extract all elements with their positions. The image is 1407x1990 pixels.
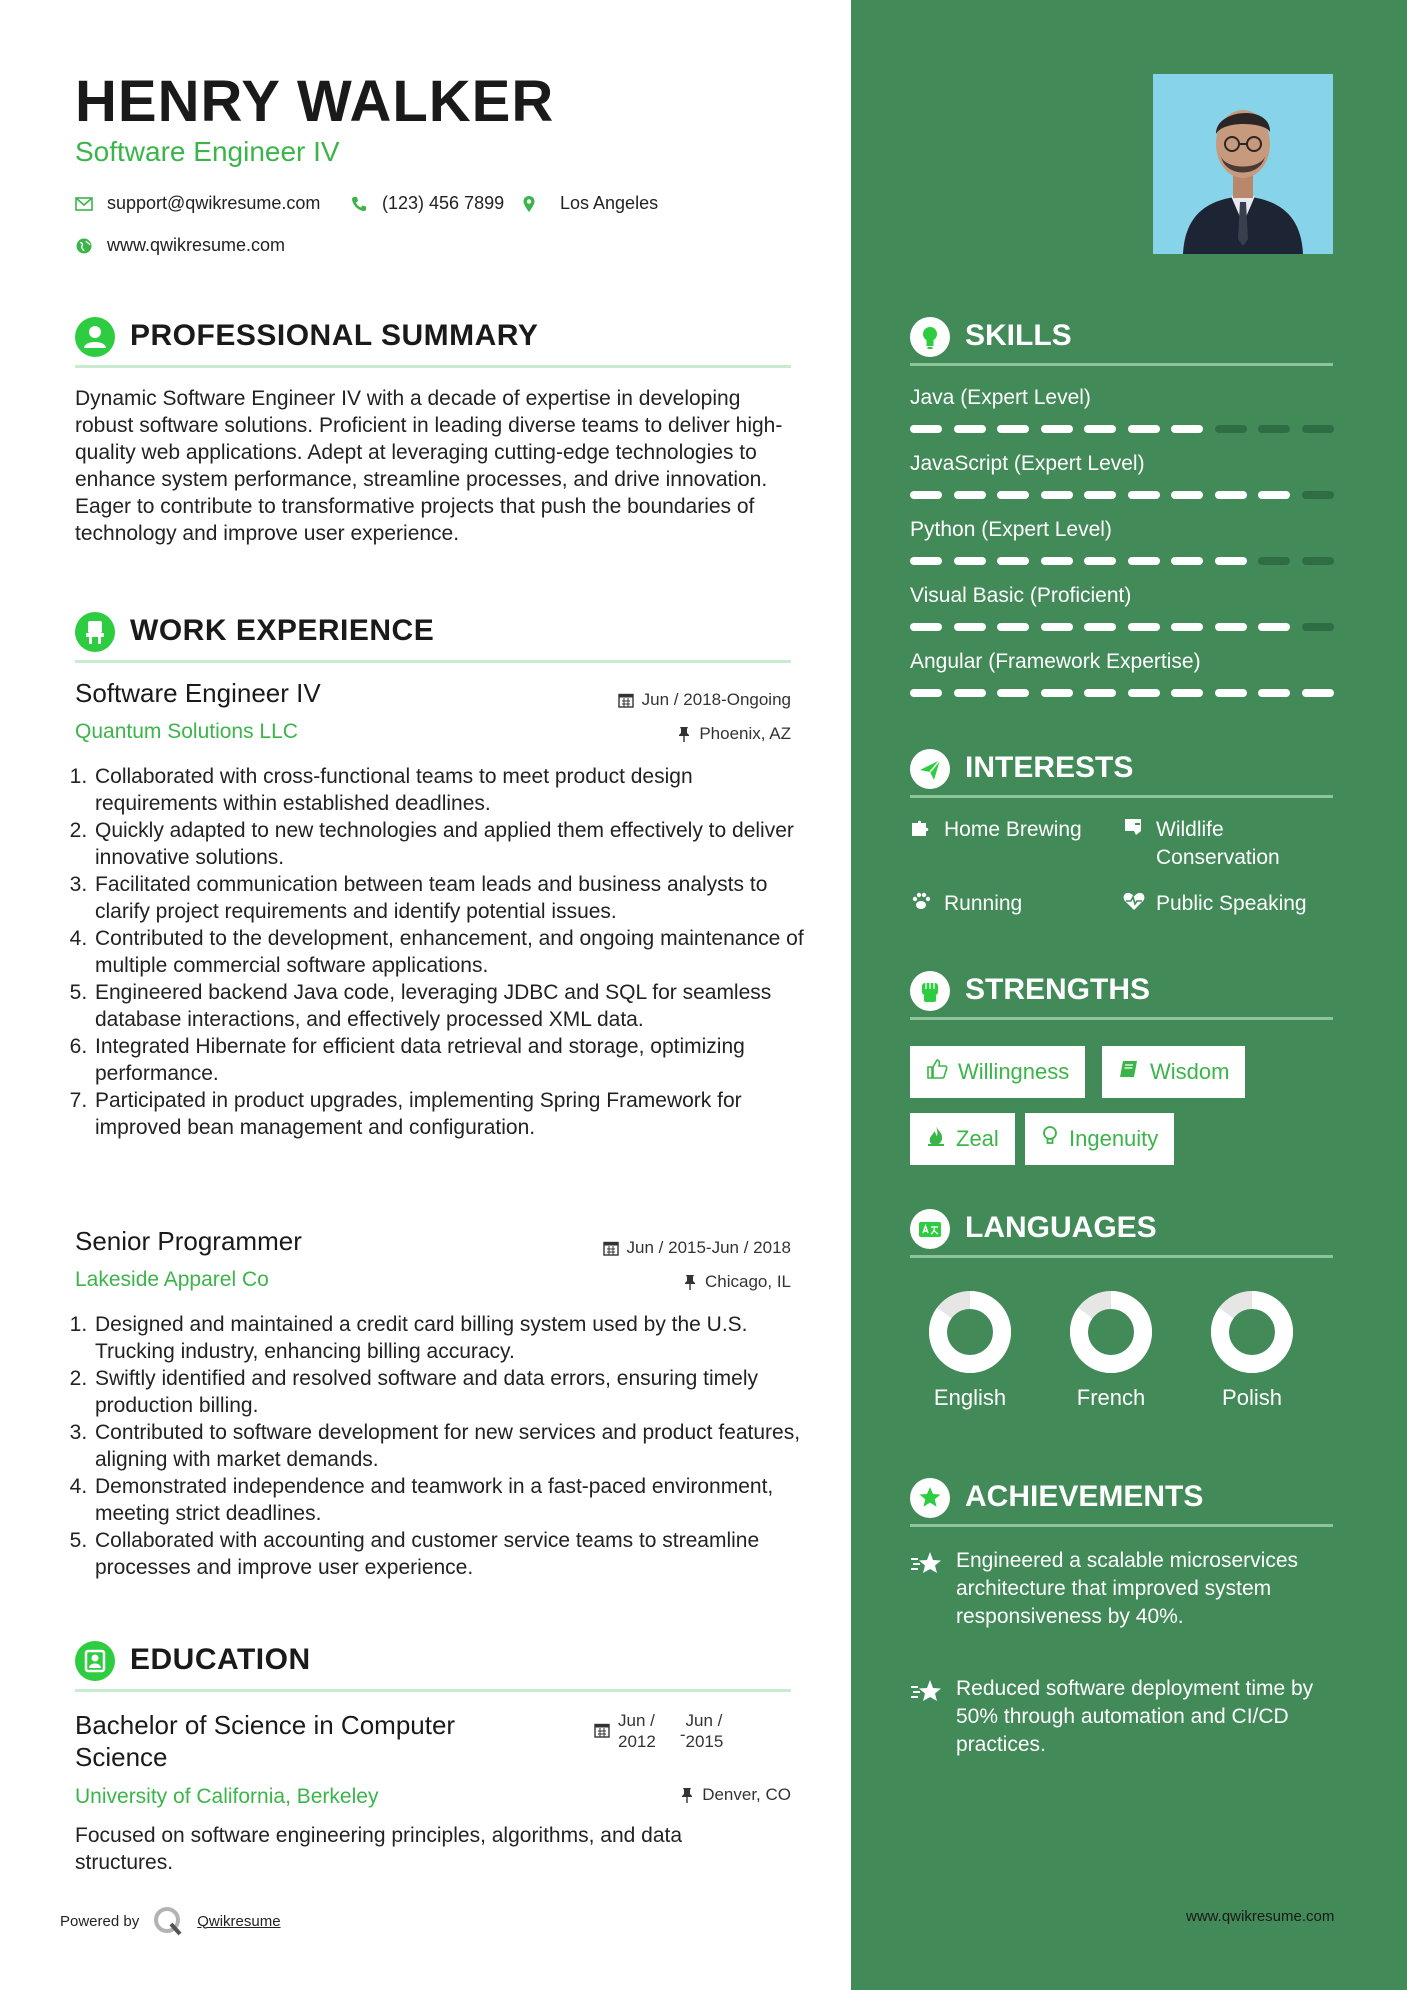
languages-list [910, 1290, 1350, 1440]
skill-dash-filled [1041, 557, 1073, 565]
skill-level-bar [910, 623, 1334, 631]
list-item: 5. Engineered backend Java code, leveraging JDBC and SQL for seamless database interactions, and effectively processed XML data. [93, 979, 813, 1033]
summary-text: Dynamic Software Engineer IV with a decade of expertise in developing robust software solutions. Proficient in leading diverse teams to deliver high-quality web applications. Adept at leveraging cutting-edge technologies to enhance system performance, streamline processes, and drive innovation. Eager to contribute to transformative projects that push the boundaries of technology and improve user experience. [75, 387, 783, 545]
company-name: Lakeside Apparel Co [75, 1268, 269, 1291]
website-contact[interactable] [75, 235, 285, 256]
list-item: 4. Contributed to the development, enhancement, and ongoing maintenance of multiple commercial software applications. [93, 925, 813, 979]
skill-level-bar [910, 689, 1334, 697]
envelope-icon [75, 195, 93, 213]
skill-dash-filled [1128, 425, 1160, 433]
degree-line: Bachelor of Science in Computer [75, 1710, 456, 1740]
skill-dash-filled [1171, 689, 1203, 697]
translate-icon [910, 1209, 950, 1249]
fire-icon [926, 1125, 946, 1153]
paper-plane-icon [910, 749, 950, 789]
school-name: University of California, Berkeley [75, 1785, 379, 1808]
user-icon [75, 317, 115, 357]
interest-item [910, 816, 1082, 846]
phone-icon [350, 195, 368, 213]
list-item: 2. Swiftly identified and resolved software and data errors, ensuring timely production billing. [93, 1365, 813, 1419]
chair-icon [75, 612, 115, 652]
strengths-heading: STRENGTHS [965, 973, 1151, 1006]
skill-dash-filled [1258, 689, 1290, 697]
powered-by-label: Powered by [60, 1912, 140, 1930]
skill-label: Angular (Framework Expertise) [910, 650, 1201, 673]
interest-item [1122, 816, 1280, 872]
education-section-header [75, 1637, 791, 1692]
skill-dash-filled [1084, 623, 1116, 631]
strength-label: Zeal [956, 1126, 999, 1151]
interest-label: Running [944, 892, 1023, 915]
language-item [910, 1290, 1030, 1411]
job-dates-text: Jun / 2015-Jun / 2018 [626, 1238, 791, 1257]
interest-label-line: Wildlife [1156, 818, 1224, 841]
skill-dash-empty [1302, 623, 1334, 631]
language-item [1051, 1290, 1171, 1411]
skill-dash-filled [1041, 623, 1073, 631]
fist-icon [910, 971, 950, 1011]
list-item: 7. Participated in product upgrades, implementing Spring Framework for improved bean management and configuration. [93, 1087, 813, 1141]
location-text: Los Angeles [560, 193, 659, 213]
graduate-icon [75, 1641, 115, 1681]
skill-dash-filled [954, 623, 986, 631]
calendar-icon [618, 692, 634, 708]
job-location-text: Phoenix, AZ [699, 724, 791, 743]
skills-section-header [910, 313, 1333, 366]
job-location [683, 1272, 791, 1292]
skill-dash-filled [910, 557, 942, 565]
list-item: 1. Designed and maintained a credit card billing system used by the U.S. Trucking industry, enhancing billing accuracy. [93, 1311, 813, 1365]
job-location [677, 724, 791, 744]
pushpin-icon [683, 1274, 697, 1290]
brand-link[interactable]: Qwikresume [197, 1912, 281, 1930]
book-icon [1118, 1058, 1140, 1086]
skill-dash-filled [1128, 689, 1160, 697]
phone-text: (123) 456 7899 [382, 193, 505, 213]
skill-dash-filled [1215, 689, 1247, 697]
language-label: Polish [1222, 1385, 1282, 1410]
star-icon [910, 1679, 946, 1759]
company-name: Quantum Solutions LLC [75, 720, 298, 743]
lightbulb-outline-icon [1041, 1125, 1059, 1153]
skill-label: Python (Expert Level) [910, 518, 1112, 541]
list-item: 3. Facilitated communication between team leads and business analysts to clarify project requirements and identify potential issues. [93, 871, 813, 925]
language-label: French [1076, 1385, 1146, 1410]
skill-dash-filled [1171, 557, 1203, 565]
skill-dash-filled [954, 425, 986, 433]
skill-dash-filled [910, 689, 942, 697]
skill-dash-empty [1258, 425, 1290, 433]
star-icon [910, 1551, 946, 1631]
skill-dash-filled [954, 557, 986, 565]
degree-title [75, 1709, 535, 1773]
interest-label [1156, 816, 1280, 872]
skill-dash-filled [1084, 557, 1116, 565]
skill-dash-empty [1258, 557, 1290, 565]
paw-icon [910, 890, 934, 920]
skill-dash-filled [1258, 623, 1290, 631]
skill-dash-filled [1171, 491, 1203, 499]
strengths-section-header [910, 967, 1333, 1020]
star-badge-icon [910, 1478, 950, 1518]
heartbeat-icon [1122, 890, 1146, 920]
job-title: Senior Programmer [75, 1226, 302, 1256]
achievement-text: Engineered a scalable microservices architecture that improved system responsiveness by 40%. [956, 1549, 1298, 1628]
skill-level-bar [910, 557, 1334, 565]
skill-dash-filled [1041, 689, 1073, 697]
skill-dash-filled [1302, 689, 1334, 697]
email-text: support@qwikresume.com [107, 193, 321, 213]
end-date-year: 2015 [685, 1732, 724, 1751]
skill-dash-empty [1215, 425, 1247, 433]
footer-site[interactable]: www.qwikresume.com [1186, 1908, 1335, 1925]
lightbulb-icon [910, 317, 950, 357]
skill-dash-filled [954, 689, 986, 697]
skill-dash-filled [997, 689, 1029, 697]
experience-heading: WORK EXPERIENCE [130, 614, 435, 647]
skills-heading: SKILLS [965, 319, 1072, 352]
list-item: 5. Collaborated with accounting and customer service teams to streamline processes and improve user experience. [93, 1527, 813, 1581]
skill-dash-filled [1084, 491, 1116, 499]
map-marker-icon [520, 195, 538, 213]
interest-item [910, 890, 1022, 920]
skill-dash-filled [997, 557, 1029, 565]
education-location-text: Denver, CO [702, 1785, 791, 1804]
pushpin-icon [677, 726, 691, 742]
job-bullets [75, 1311, 813, 1581]
language-item [1192, 1290, 1312, 1411]
skill-dash-filled [910, 491, 942, 499]
skill-dash-filled [1041, 425, 1073, 433]
skill-dash-filled [997, 623, 1029, 631]
strength-badge [1102, 1046, 1245, 1098]
skill-dash-filled [1128, 557, 1160, 565]
skill-dash-empty [1302, 491, 1334, 499]
skill-dash-filled [1258, 491, 1290, 499]
qwikresume-logo-icon [151, 1904, 185, 1938]
education-location [680, 1785, 791, 1805]
job-dates [618, 690, 791, 710]
powered-by [60, 1904, 281, 1938]
candidate-name: HENRY WALKER [75, 69, 555, 134]
achievements-heading: ACHIEVEMENTS [965, 1480, 1204, 1513]
thumbs-up-icon [926, 1058, 948, 1086]
skill-label: Visual Basic (Proficient) [910, 584, 1132, 607]
skill-dash-filled [1215, 557, 1247, 565]
strength-label: Willingness [958, 1059, 1070, 1084]
skill-label: Java (Expert Level) [910, 386, 1091, 409]
job-dates-text: Jun / 2018-Ongoing [641, 690, 791, 709]
language-label: English [933, 1385, 1007, 1410]
job-title: Software Engineer IV [75, 678, 321, 708]
skill-dash-filled [1171, 623, 1203, 631]
candidate-role: Software Engineer IV [75, 136, 340, 167]
list-item: 2. Quickly adapted to new technologies and applied them effectively to deliver innovative solutions. [93, 817, 813, 871]
job-dates [603, 1238, 791, 1258]
profile-photo [1153, 74, 1333, 254]
skill-dash-filled [1084, 425, 1116, 433]
skill-dash-filled [1084, 689, 1116, 697]
achievement-text: Reduced software deployment time by 50% through automation and CI/CD practices. [956, 1677, 1314, 1756]
language-ring [1192, 1290, 1312, 1380]
interest-item [1122, 890, 1307, 920]
experience-section-header [75, 608, 791, 663]
education-heading: EDUCATION [130, 1643, 311, 1676]
language-ring [1051, 1290, 1171, 1380]
job-location-text: Chicago, IL [705, 1272, 791, 1291]
strength-label: Ingenuity [1069, 1126, 1159, 1151]
end-date-month: Jun / [685, 1711, 723, 1730]
list-item: 1. Collaborated with cross-functional teams to meet product design requirements within established deadlines. [93, 763, 813, 817]
interest-label: Home Brewing [944, 818, 1082, 841]
start-date-month: Jun / [618, 1711, 655, 1730]
pushpin-icon [680, 1787, 694, 1803]
list-item: 3. Contributed to software development for new services and product features, aligning with market demands. [93, 1419, 813, 1473]
education-text: Focused on software engineering principles, algorithms, and data structures. [75, 1824, 683, 1874]
list-item: 6. Integrated Hibernate for efficient data retrieval and storage, optimizing performance. [93, 1033, 813, 1087]
interest-label: Public Speaking [1156, 892, 1307, 915]
skill-dash-filled [910, 425, 942, 433]
job-bullets [75, 763, 813, 1141]
calendar-icon [594, 1722, 610, 1738]
degree-line: Science [75, 1742, 168, 1772]
skill-dash-filled [1215, 623, 1247, 631]
achievements-section-header [910, 1474, 1333, 1527]
interests-section-header [910, 745, 1333, 798]
strength-badge [1025, 1113, 1174, 1165]
languages-heading: LANGUAGES [965, 1211, 1157, 1244]
website-text: www.qwikresume.com [107, 235, 286, 255]
skill-dash-filled [1128, 491, 1160, 499]
list-item: 4. Demonstrated independence and teamwork in a fast-paced environment, meeting strict deadlines. [93, 1473, 813, 1527]
location-contact [520, 193, 658, 214]
profile-photo-image [1153, 74, 1333, 254]
start-date-year: 2012 [618, 1732, 656, 1751]
skill-dash-filled [954, 491, 986, 499]
calendar-icon [603, 1240, 619, 1256]
skill-dash-filled [910, 623, 942, 631]
strength-badge [910, 1046, 1085, 1098]
skill-dash-empty [1302, 425, 1334, 433]
email-contact[interactable] [75, 193, 320, 214]
date-separator: - [679, 1725, 686, 1744]
language-ring [910, 1290, 1030, 1380]
achievement-item [910, 1547, 1340, 1631]
strength-badge [910, 1113, 1015, 1165]
puzzle-icon [910, 816, 934, 846]
interest-label-line: Conservation [1156, 846, 1280, 869]
achievement-item [910, 1675, 1340, 1759]
education-dates [594, 1710, 723, 1752]
globe-icon [75, 237, 93, 255]
summary-heading: PROFESSIONAL SUMMARY [130, 319, 539, 352]
languages-section-header [910, 1205, 1333, 1258]
skill-level-bar [910, 491, 1334, 499]
skill-label: JavaScript (Expert Level) [910, 452, 1145, 475]
skill-dash-filled [1215, 491, 1247, 499]
skill-dash-filled [1128, 623, 1160, 631]
summary-section-header [75, 313, 791, 368]
skill-dash-filled [1171, 425, 1203, 433]
skill-dash-filled [997, 425, 1029, 433]
skill-dash-empty [1302, 557, 1334, 565]
skill-dash-filled [997, 491, 1029, 499]
skill-level-bar [910, 425, 1334, 433]
skill-dash-filled [1041, 491, 1073, 499]
bookmark-icon [1122, 816, 1146, 872]
interests-heading: INTERESTS [965, 751, 1134, 784]
phone-contact[interactable] [350, 193, 504, 214]
strength-label: Wisdom [1150, 1059, 1230, 1084]
